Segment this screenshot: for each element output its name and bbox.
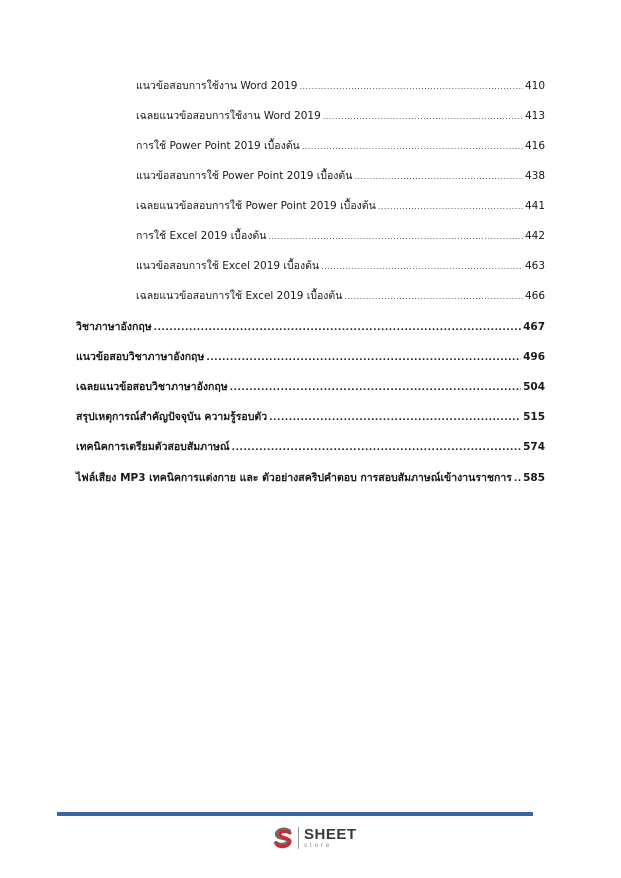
dot-leader	[323, 112, 523, 121]
toc-entry-page: 585	[523, 472, 545, 484]
dot-leader	[299, 82, 523, 91]
toc-entry-page: 438	[524, 170, 545, 182]
sheet-store-logo	[272, 825, 357, 851]
toc-entry-page: 410	[524, 80, 545, 92]
toc-entry	[136, 137, 545, 155]
dot-leader	[321, 262, 523, 271]
toc-entry-title: เฉลยแนวข้อสอบวิชาภาษาอังกฤษ	[76, 381, 228, 393]
toc-entry-page: 496	[523, 351, 545, 363]
toc-entry-page: 416	[524, 140, 545, 152]
toc-entry-page: 463	[524, 260, 545, 272]
dot-leader	[514, 474, 521, 484]
toc-entry	[136, 227, 545, 245]
logo-word: SHEET	[304, 826, 357, 843]
toc-entry-title: แนวข้อสอบการใช้ Power Point 2019 เบื้องต้น	[136, 170, 353, 182]
toc-entry-title: การใช้ Excel 2019 เบื้องต้น	[136, 230, 267, 242]
dot-leader	[354, 172, 523, 181]
toc-entry	[76, 408, 545, 426]
toc-entry	[136, 107, 545, 125]
toc-entry	[76, 348, 545, 366]
toc-entry-title: สรุปเหตุการณ์สำคัญปัจจุบัน ความรู้รอบตัว	[76, 411, 268, 423]
toc-entry	[136, 287, 545, 305]
toc-entry-title: เทคนิคการเตรียมตัวสอบสัมภาษณ์	[76, 441, 230, 453]
toc-entry-page: 574	[523, 441, 545, 453]
dot-leader	[206, 353, 521, 363]
toc-entry	[136, 167, 545, 185]
toc-entry	[136, 257, 545, 275]
toc-entry-page: 466	[524, 290, 545, 302]
dot-leader	[302, 142, 523, 151]
toc-entry-title: การใช้ Power Point 2019 เบื้องต้น	[136, 140, 300, 152]
toc-entry-title: เฉลยแนวข้อสอบการใช้ Power Point 2019 เบื้องต้น	[136, 200, 376, 212]
footer-rule	[57, 812, 533, 816]
toc-entry-title: แนวข้อสอบวิชาภาษาอังกฤษ	[76, 351, 205, 363]
toc-entry-title: วิชาภาษาอังกฤษ	[76, 321, 152, 333]
toc-entry-title: เฉลยแนวข้อสอบการใช้งาน Word 2019	[136, 110, 321, 122]
toc-entry-title: เฉลยแนวข้อสอบการใช้ Excel 2019 เบื้องต้น	[136, 290, 343, 302]
toc-entry	[76, 469, 545, 487]
dot-leader	[154, 323, 521, 333]
toc-entry-page: 504	[523, 381, 545, 393]
toc-entry	[136, 77, 545, 95]
logo-subword: store	[304, 843, 333, 849]
toc-entry-page: 441	[524, 200, 545, 212]
toc-entry-title: แนวข้อสอบการใช้งาน Word 2019	[136, 80, 298, 92]
dot-leader	[232, 443, 521, 453]
dot-leader	[269, 413, 521, 423]
dot-leader	[344, 292, 523, 301]
toc-entry-page: 442	[524, 230, 545, 242]
toc-entry	[136, 197, 545, 215]
toc-entry-title: แนวข้อสอบการใช้ Excel 2019 เบื้องต้น	[136, 260, 320, 272]
toc-entry-page: 413	[524, 110, 545, 122]
dot-leader	[230, 383, 521, 393]
toc-entry-page: 515	[523, 411, 545, 423]
logo-wordmark	[304, 827, 357, 849]
toc-entry	[76, 438, 545, 456]
sheet-store-s-icon	[272, 827, 294, 849]
logo-divider	[298, 827, 299, 849]
dot-leader	[268, 232, 523, 241]
toc-entry-title: ไฟล์เสียง MP3 เทคนิคการแต่งกาย และ ตัวอย่างสคริปคำตอบ การสอบสัมภาษณ์เข้างานราชการ	[76, 472, 512, 484]
toc-entry-page: 467	[523, 321, 545, 333]
toc-entry	[76, 318, 545, 336]
dot-leader	[378, 202, 523, 211]
toc-entry	[76, 378, 545, 396]
